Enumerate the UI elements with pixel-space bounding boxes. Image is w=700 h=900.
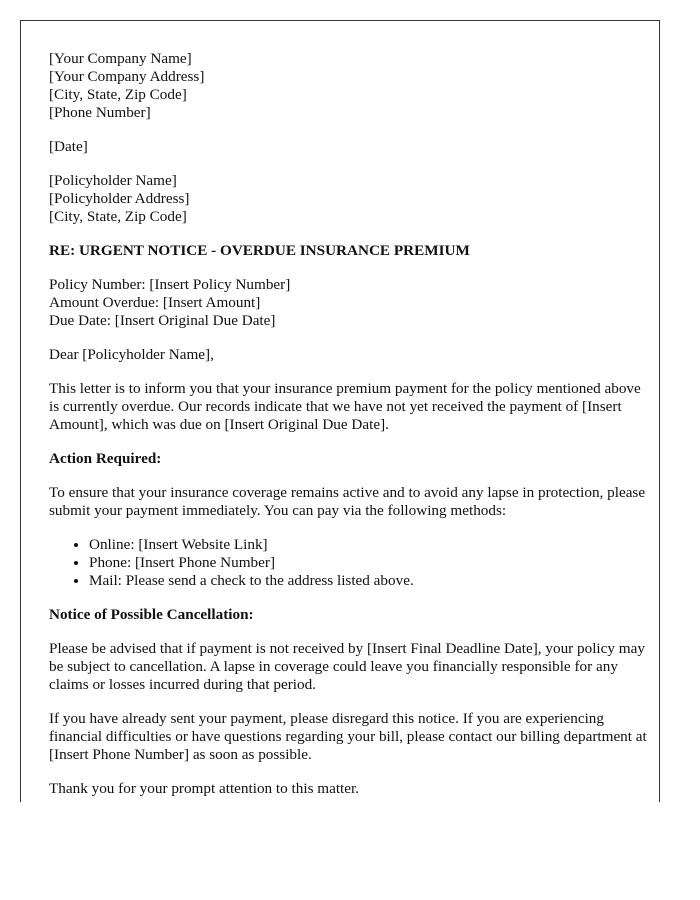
letter-date: [Date] [49,138,88,155]
cancellation-paragraph: Please be advised that if payment is not received by [Insert Final Deadline Date], your policy may be subject to cancellation. A lapse in coverage could leave you financially responsible for any claims or losses incurred during that period. [49,640,645,693]
policy-number: Policy Number: [Insert Policy Number] [49,276,291,293]
recipient-block [49,172,649,226]
sender-phone: [Phone Number] [49,104,151,121]
closing-line: Thank you for your prompt attention to this matter. [49,780,360,797]
letter-content [49,50,649,802]
payment-method-online: • Online: [Insert Website Link] [89,536,649,554]
intro-paragraph: This letter is to inform you that your insurance premium payment for the policy mentioned above is currently overdue. Our records indicate that we have not yet received the payment of [Insert Amount], which was due on [Insert Original Due Date]. [49,380,641,433]
letter-page [20,20,660,802]
recipient-address: [Policyholder Address] [49,190,190,207]
sender-company-address: [Your Company Address] [49,68,205,85]
payment-methods-list [49,536,649,590]
payment-method-mail: • Mail: Please send a check to the address listed above. [89,572,649,590]
action-required-paragraph: To ensure that your insurance coverage remains active and to avoid any lapse in protection, please submit your payment immediately. You can pay via the following methods: [49,484,646,519]
payment-method-phone: • Phone: [Insert Phone Number] [89,554,649,572]
subject-line: RE: URGENT NOTICE - OVERDUE INSURANCE PREMIUM [49,242,470,259]
cancellation-heading: Notice of Possible Cancellation: [49,606,254,623]
action-required-heading: Action Required: [49,450,162,467]
recipient-city-state-zip: [City, State, Zip Code] [49,208,187,225]
sender-block [49,50,649,122]
policy-details-block [49,276,649,330]
recipient-name: [Policyholder Name] [49,172,177,189]
date-block [49,138,649,156]
due-date: Due Date: [Insert Original Due Date] [49,312,276,329]
sender-company-name: [Your Company Name] [49,50,192,67]
sender-city-state-zip: [City, State, Zip Code] [49,86,187,103]
salutation: Dear [Policyholder Name], [49,346,214,363]
amount-overdue: Amount Overdue: [Insert Amount] [49,294,261,311]
disregard-paragraph: If you have already sent your payment, please disregard this notice. If you are experiencing financial difficulties or have questions regarding your bill, please contact our billing department at [Insert Phone Number] as soon as possible. [49,710,647,763]
